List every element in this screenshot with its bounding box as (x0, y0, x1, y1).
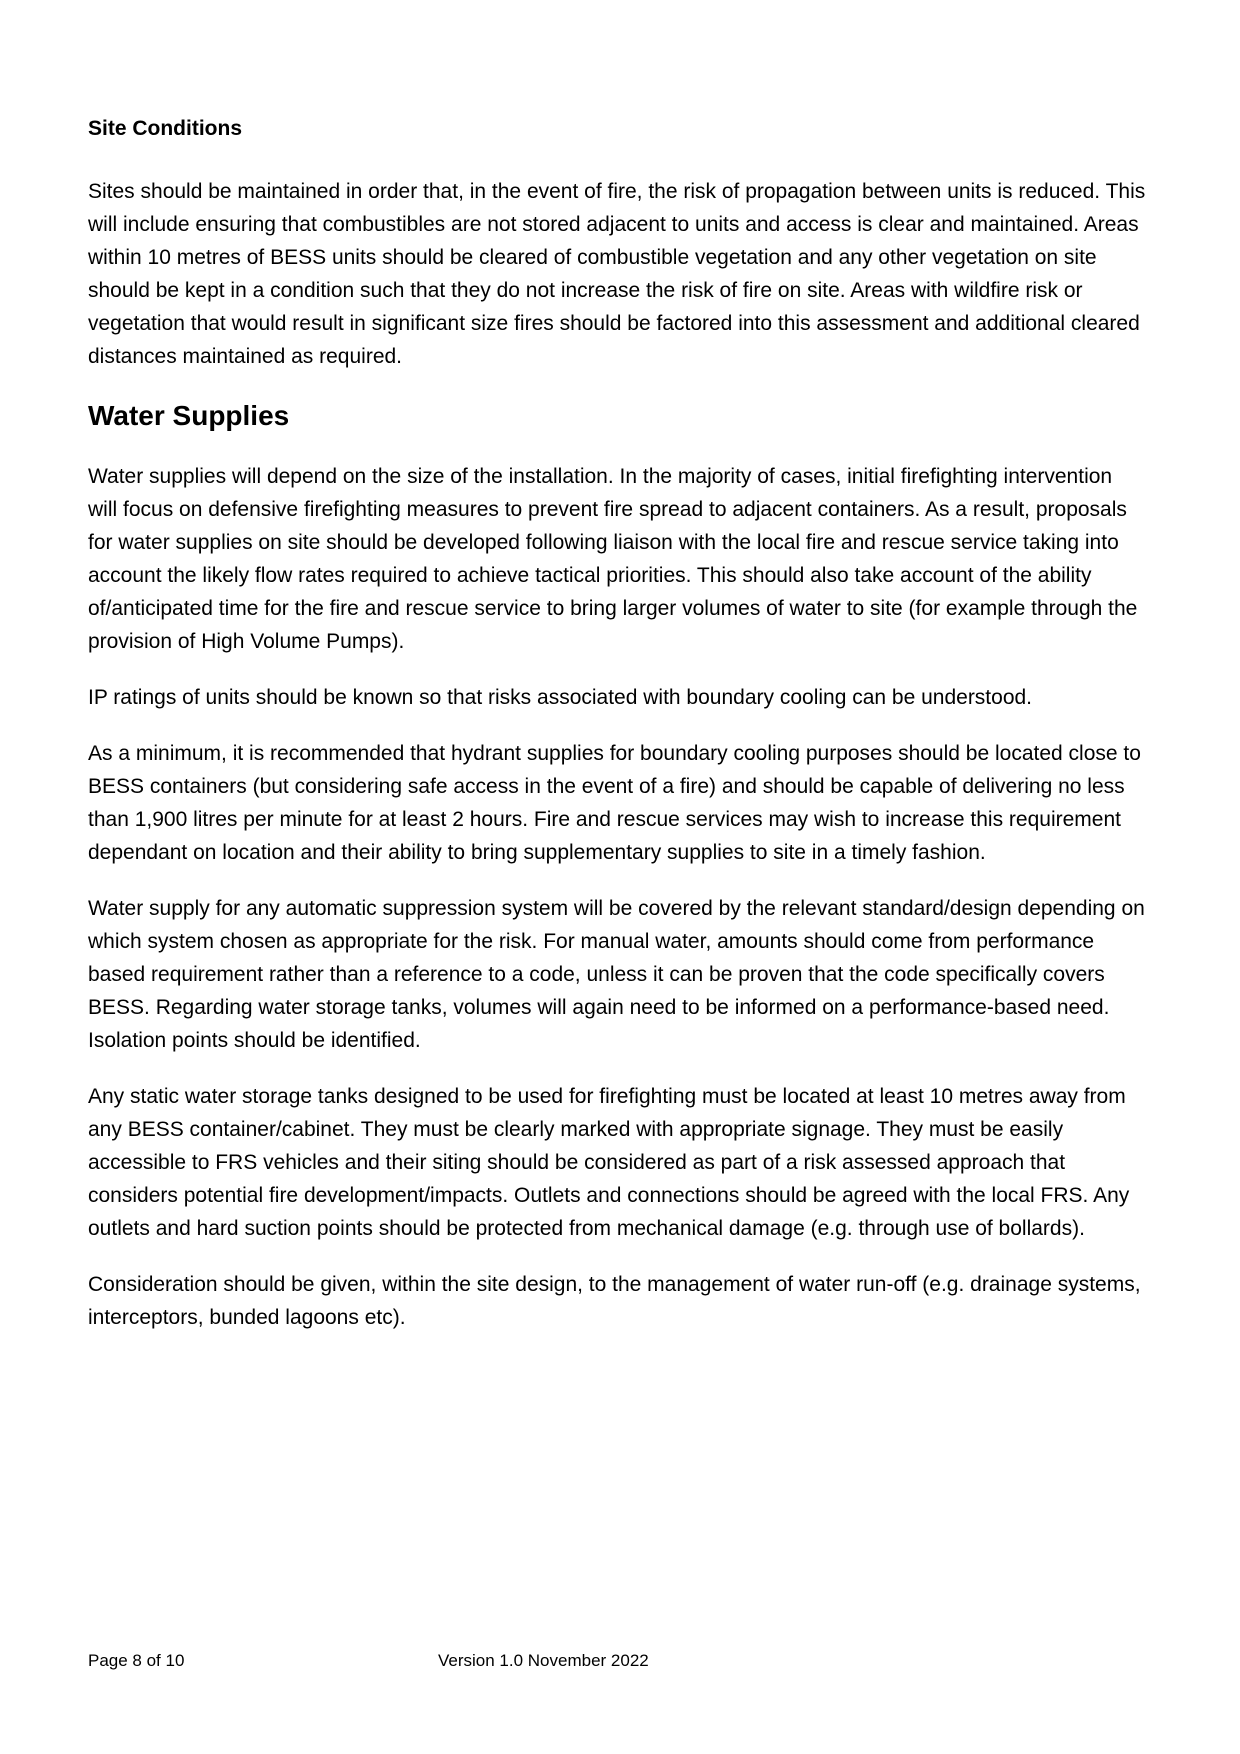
paragraph-water-supplies-3: As a minimum, it is recommended that hydrant supplies for boundary cooling purposes should be located close to BESS containers (but considering safe access in the event of a fire) and should be capable of delivering no less than 1,900 litres per minute for at least 2 hours. Fire and rescue services may wish to increase this requirement dependant on location and their ability to bring supplementary supplies to site in a timely fashion. (88, 742, 1141, 864)
footer-page-number: Page 8 of 10 (88, 1651, 185, 1670)
section-heading-site-conditions: Site Conditions (88, 117, 242, 140)
document-content (88, 112, 1146, 1357)
paragraph-site-conditions: Sites should be maintained in order that, in the event of fire, the risk of propagation between units is reduced. This will include ensuring that combustibles are not stored adjacent to units and access is clear and maintained. Areas within 10 metres of BESS units should be cleared of combustible vegetation and any other vegetation on site should be kept in a condition such that they do not increase the risk of fire on site. Areas with wildfire risk or vegetation that would result in significant size fires should be factored into this assessment and additional cleared distances maintained as required. (88, 180, 1146, 368)
paragraph-water-supplies-6: Consideration should be given, within the site design, to the management of water run-off (e.g. drainage systems, interceptors, bunded lagoons etc). (88, 1273, 1141, 1329)
footer-version-label: Version 1.0 November 2022 (438, 1651, 649, 1670)
section-heading-water-supplies: Water Supplies (88, 400, 290, 431)
paragraph-water-supplies-1: Water supplies will depend on the size of the installation. In the majority of cases, initial firefighting intervention will focus on defensive firefighting measures to prevent fire spread to adjacent containers. As a result, proposals for water supplies on site should be developed following liaison with the local fire and rescue service taking into account the likely flow rates required to achieve tactical priorities. This should also take account of the ability of/anticipated time for the fire and rescue service to bring larger volumes of water to site (for example through the provision of High Volume Pumps). (88, 465, 1138, 653)
paragraph-water-supplies-4: Water supply for any automatic suppression system will be covered by the relevant standard/design depending on which system chosen as appropriate for the risk. For manual water, amounts should come from performance based requirement rather than a reference to a code, unless it can be proven that the code specifically covers BESS. Regarding water storage tanks, volumes will again need to be informed on a performance-based need. Isolation points should be identified. (88, 897, 1145, 1052)
paragraph-water-supplies-2: IP ratings of units should be known so that risks associated with boundary cooling can be understood. (88, 686, 1033, 709)
paragraph-water-supplies-5: Any static water storage tanks designed to be used for firefighting must be located at least 10 metres away from any BESS container/cabinet. They must be clearly marked with appropriate signage. They must be easily accessible to FRS vehicles and their siting should be considered as part of a risk assessed approach that considers potential fire development/impacts. Outlets and connections should be agreed with the local FRS. Any outlets and hard suction points should be protected from mechanical damage (e.g. through use of bollards). (88, 1085, 1130, 1240)
